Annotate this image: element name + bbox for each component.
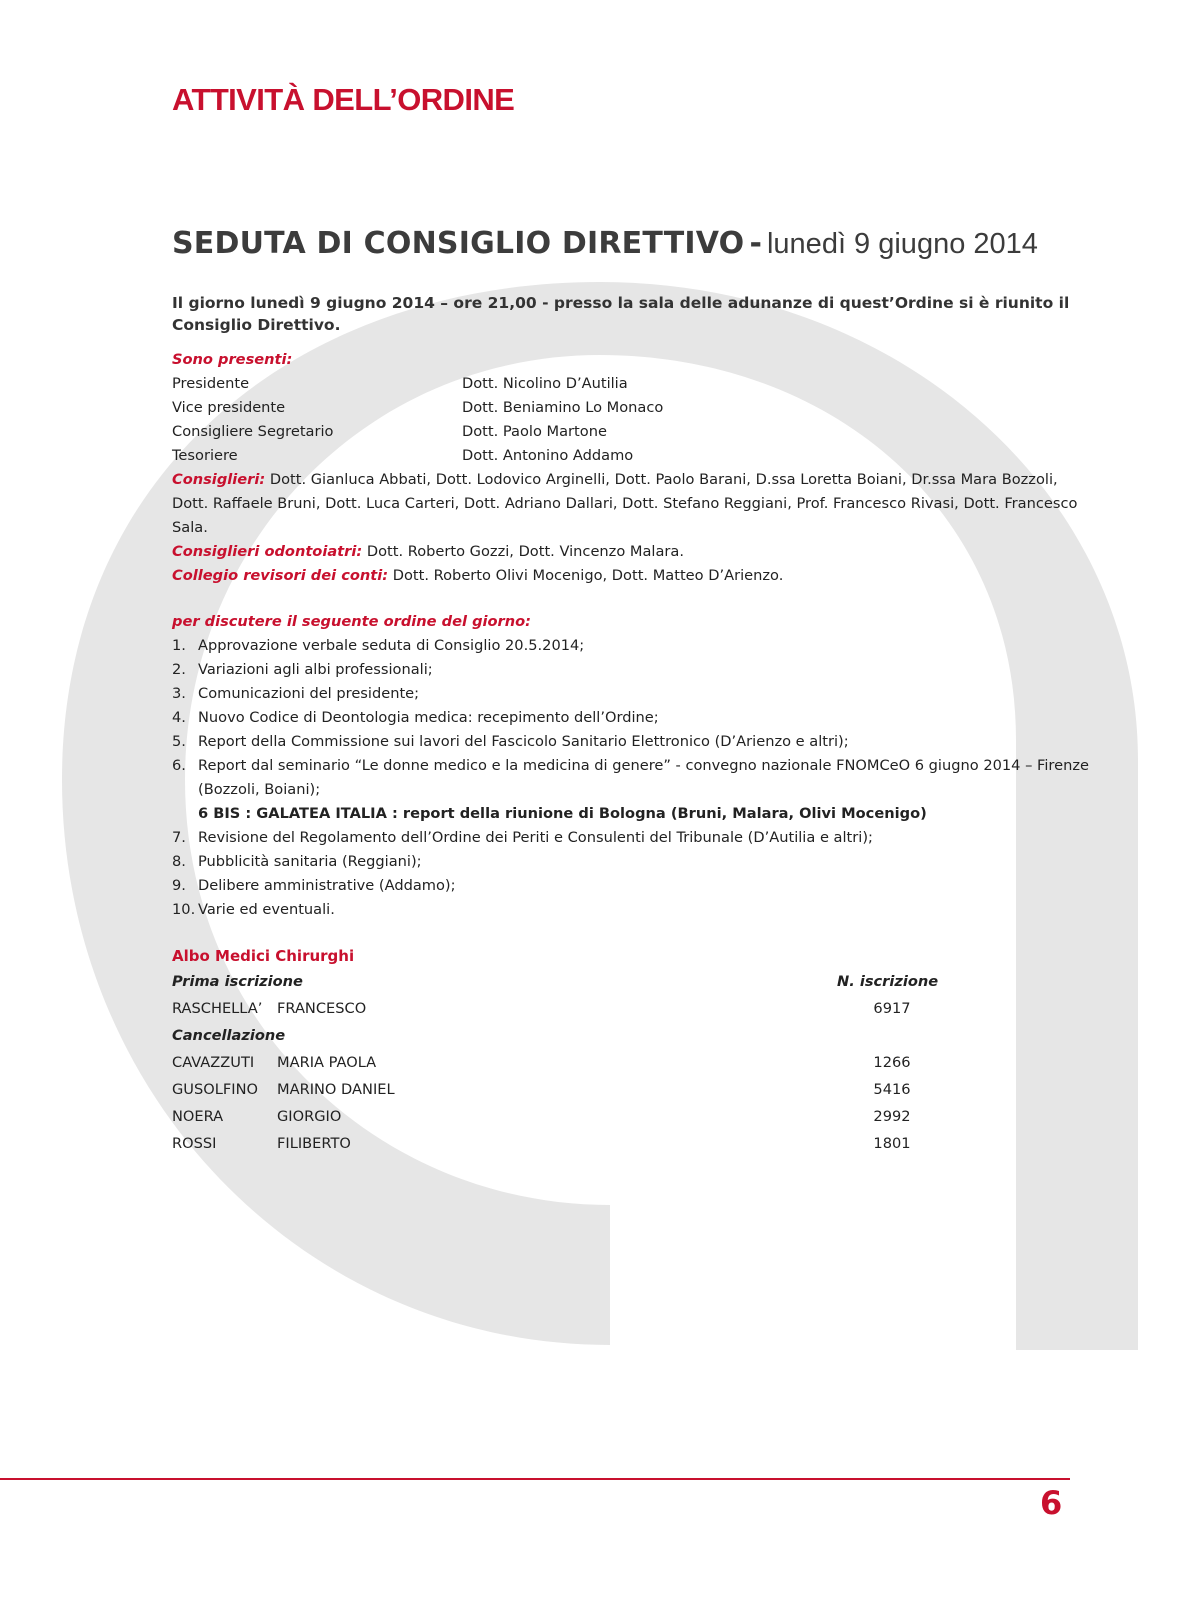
prima-iscrizione-label: Prima iscrizione bbox=[172, 973, 303, 990]
agenda-item-number: 9. bbox=[172, 877, 186, 894]
agenda-item-number: 4. bbox=[172, 709, 186, 726]
agenda-item bbox=[172, 682, 1092, 706]
role-row bbox=[172, 420, 1092, 444]
nr-iscrizione-label: N. iscrizione bbox=[837, 973, 939, 990]
albo-entry-row bbox=[172, 995, 1092, 1022]
attendees-section bbox=[172, 348, 1092, 588]
consiglieri-label: Consiglieri: bbox=[172, 471, 266, 488]
albo-title: Albo Medici Chirurghi bbox=[172, 947, 355, 965]
entry-given-name: FRANCESCO bbox=[277, 1000, 367, 1017]
meeting-heading bbox=[172, 226, 1038, 261]
cancellazione-list bbox=[172, 1049, 1092, 1157]
role-holder-name: Dott. Antonino Addamo bbox=[462, 447, 634, 464]
albo-section bbox=[172, 944, 1092, 1157]
entry-given-name: GIORGIO bbox=[277, 1108, 342, 1125]
odontoiatri-paragraph bbox=[172, 540, 1092, 564]
attendees-label: Sono presenti: bbox=[172, 351, 293, 368]
agenda-item-text: Report della Commissione sui lavori del Fascicolo Sanitario Elettronico (D’Arienzo e altri); bbox=[198, 733, 849, 750]
odontoiatri-label: Consiglieri odontoiatri: bbox=[172, 543, 363, 560]
entry-surname: GUSOLFINO bbox=[172, 1081, 258, 1098]
agenda-item-number: 1. bbox=[172, 637, 186, 654]
revisori-label: Collegio revisori dei conti: bbox=[172, 567, 389, 584]
agenda-item-text: Approvazione verbale seduta di Consiglio 20.5.2014; bbox=[198, 637, 585, 654]
role-row bbox=[172, 444, 1092, 468]
agenda-item bbox=[172, 658, 1092, 682]
revisori-text: Dott. Roberto Olivi Mocenigo, Dott. Matteo D’Arienzo. bbox=[388, 567, 784, 584]
agenda-item bbox=[172, 730, 1092, 754]
albo-header-row bbox=[172, 968, 1092, 995]
agenda-item-number: 3. bbox=[172, 685, 186, 702]
footer-rule bbox=[0, 1478, 1070, 1480]
albo-entry-row bbox=[172, 1049, 1092, 1076]
albo-entry-row bbox=[172, 1130, 1092, 1157]
cancellazione-header bbox=[172, 1022, 1092, 1049]
entry-surname: NOERA bbox=[172, 1108, 224, 1125]
role-holder-name: Dott. Beniamino Lo Monaco bbox=[462, 399, 664, 416]
agenda-item-text: Varie ed eventuali. bbox=[198, 901, 335, 918]
agenda-item bbox=[172, 706, 1092, 730]
role-title: Consigliere Segretario bbox=[172, 423, 334, 440]
entry-given-name: MARINO DANIEL bbox=[277, 1081, 395, 1098]
agenda-item-number: 7. bbox=[172, 829, 186, 846]
entry-number: 5416 bbox=[873, 1081, 911, 1098]
entry-given-name: MARIA PAOLA bbox=[277, 1054, 377, 1071]
agenda-item-text: Delibere amministrative (Addamo); bbox=[198, 877, 456, 894]
albo-entry-row bbox=[172, 1103, 1092, 1130]
consiglieri-text: Dott. Gianluca Abbati, Dott. Lodovico Arginelli, Dott. Paolo Barani, D.ssa Loretta Boiani, Dr.ssa Mara Bozzoli, Dott. Raffaele Bruni, Dott. Luca Carteri, Dott. Adriano Dallari, Dott. Stefano Reggiani, Prof. Francesco Rivasi, Dott. Francesco Sala. bbox=[172, 471, 1078, 536]
entry-number: 6917 bbox=[873, 1000, 911, 1017]
role-row bbox=[172, 396, 1092, 420]
intro-paragraph: Il giorno lunedì 9 giugno 2014 – ore 21,00 - presso la sala delle adunanze di quest’Ordine si è riunito il Consiglio Direttivo. bbox=[172, 294, 1070, 334]
section-title: ATTIVITÀ DELL’ORDINE bbox=[172, 82, 515, 117]
agenda-item bbox=[172, 754, 1092, 802]
agenda-item bbox=[172, 634, 1092, 658]
agenda-list-continued bbox=[172, 826, 1092, 922]
agenda-section bbox=[172, 610, 1092, 922]
agenda-item-number: 5. bbox=[172, 733, 186, 750]
entry-surname: ROSSI bbox=[172, 1135, 217, 1152]
cancellazione-label: Cancellazione bbox=[172, 1027, 286, 1044]
entry-surname: CAVAZZUTI bbox=[172, 1054, 255, 1071]
agenda-item bbox=[172, 898, 1092, 922]
entry-given-name: FILIBERTO bbox=[277, 1135, 351, 1152]
agenda-item bbox=[172, 826, 1092, 850]
agenda-item bbox=[172, 874, 1092, 898]
heading-separator: - bbox=[749, 226, 762, 261]
entry-surname: RASCHELLA’ bbox=[172, 1000, 263, 1017]
agenda-item-text: Nuovo Codice di Deontologia medica: recepimento dell’Ordine; bbox=[198, 709, 659, 726]
role-row bbox=[172, 372, 1092, 396]
consiglieri-paragraph bbox=[172, 468, 1092, 540]
agenda-item-text: Revisione del Regolamento dell’Ordine dei Periti e Consulenti del Tribunale (D’Autilia e altri); bbox=[198, 829, 873, 846]
odontoiatri-text: Dott. Roberto Gozzi, Dott. Vincenzo Malara. bbox=[362, 543, 685, 560]
heading-main: SEDUTA DI CONSIGLIO DIRETTIVO bbox=[172, 226, 745, 261]
agenda-item-text: Pubblicità sanitaria (Reggiani); bbox=[198, 853, 422, 870]
agenda-item-number: 8. bbox=[172, 853, 186, 870]
agenda-item-number: 10. bbox=[172, 901, 196, 918]
page-number: 6 bbox=[1040, 1484, 1063, 1522]
agenda-item-text: Report dal seminario “Le donne medico e la medicina di genere” - convegno nazionale FNOMCeO 6 giugno 2014 – Firenze (Bozzoli, Boiani); bbox=[198, 757, 1089, 798]
roles-list bbox=[172, 372, 1092, 468]
heading-date: lunedì 9 giugno 2014 bbox=[766, 228, 1038, 260]
entry-number: 2992 bbox=[873, 1108, 911, 1125]
agenda-label: per discutere il seguente ordine del giorno: bbox=[172, 613, 531, 630]
role-holder-name: Dott. Nicolino D’Autilia bbox=[462, 375, 628, 392]
albo-entry-row bbox=[172, 1076, 1092, 1103]
agenda-item-number: 6. bbox=[172, 757, 186, 774]
entry-number: 1266 bbox=[873, 1054, 911, 1071]
agenda-item bbox=[172, 850, 1092, 874]
agenda-item-text: Comunicazioni del presidente; bbox=[198, 685, 420, 702]
agenda-list bbox=[172, 634, 1092, 802]
role-holder-name: Dott. Paolo Martone bbox=[462, 423, 607, 440]
role-title: Tesoriere bbox=[172, 447, 238, 464]
entry-number: 1801 bbox=[873, 1135, 911, 1152]
agenda-item-6bis: 6 BIS : GALATEA ITALIA : report della riunione di Bologna (Bruni, Malara, Olivi Mocenigo) bbox=[198, 805, 927, 822]
role-title: Presidente bbox=[172, 375, 250, 392]
role-title: Vice presidente bbox=[172, 399, 286, 416]
revisori-paragraph bbox=[172, 564, 1092, 588]
agenda-item-number: 2. bbox=[172, 661, 186, 678]
agenda-item-text: Variazioni agli albi professionali; bbox=[198, 661, 433, 678]
prima-iscrizione-list bbox=[172, 995, 1092, 1022]
